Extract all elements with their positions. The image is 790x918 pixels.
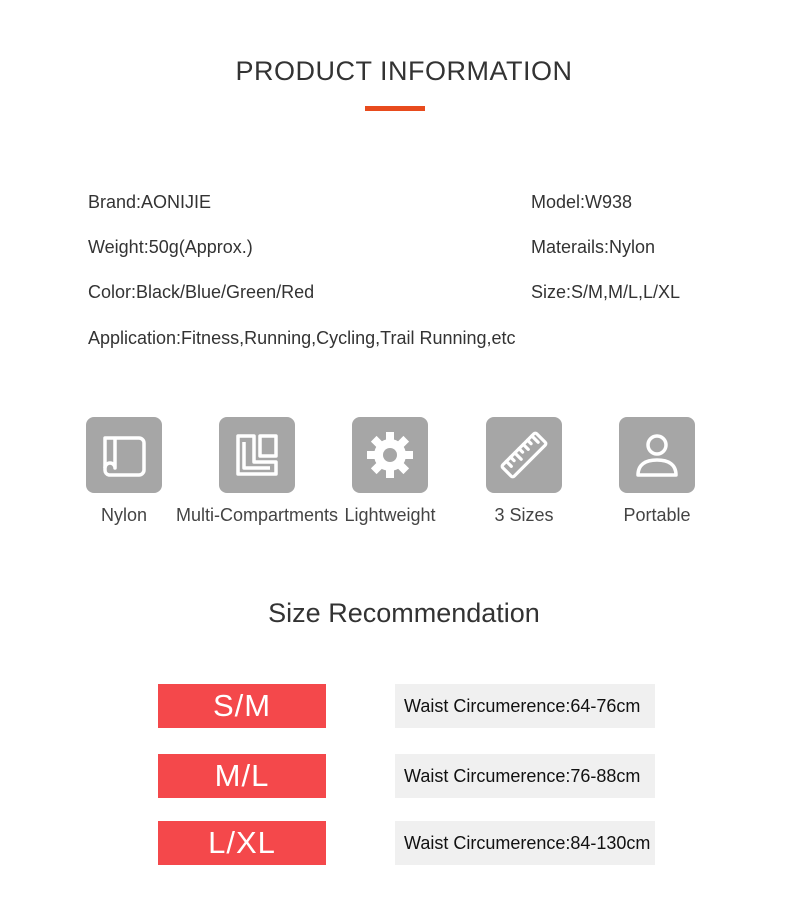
- feature-label: Lightweight: [344, 505, 436, 525]
- size-badge-lxl: L/XL: [158, 821, 326, 865]
- spec-model: Model:W938: [531, 192, 633, 212]
- gear-icon: [363, 428, 417, 482]
- feature-label: 3 Sizes: [494, 505, 554, 525]
- fabric-roll-icon: [97, 428, 151, 482]
- person-icon: [630, 428, 684, 482]
- spec-size: Size:S/M,M/L,L/XL: [531, 282, 681, 302]
- title-underline: [365, 106, 425, 111]
- ruler-icon: [497, 428, 551, 482]
- size-badge-ml: M/L: [158, 754, 326, 798]
- spec-materials: Materails:Nylon: [531, 237, 656, 257]
- size-section-title: Size Recommendation: [268, 598, 540, 628]
- spec-application: Application:Fitness,Running,Cycling,Trail Running,etc: [88, 328, 516, 348]
- size-badge-sm: S/M: [158, 684, 326, 728]
- size-desc-lxl: Waist Circumerence:84-130cm: [395, 821, 655, 865]
- spec-brand: Brand:AONIJIE: [88, 192, 212, 212]
- size-desc-sm: Waist Circumerence:64-76cm: [395, 684, 655, 728]
- page-title: PRODUCT INFORMATION: [235, 56, 573, 86]
- compartments-icon: [230, 428, 284, 482]
- spec-color: Color:Black/Blue/Green/Red: [88, 282, 315, 302]
- size-desc-ml: Waist Circumerence:76-88cm: [395, 754, 655, 798]
- spec-weight: Weight:50g(Approx.): [88, 237, 253, 257]
- feature-label: Nylon: [100, 505, 148, 525]
- feature-portable: [572, 417, 742, 526]
- feature-label: Multi-Compartments: [175, 505, 339, 525]
- feature-label: Portable: [623, 505, 691, 525]
